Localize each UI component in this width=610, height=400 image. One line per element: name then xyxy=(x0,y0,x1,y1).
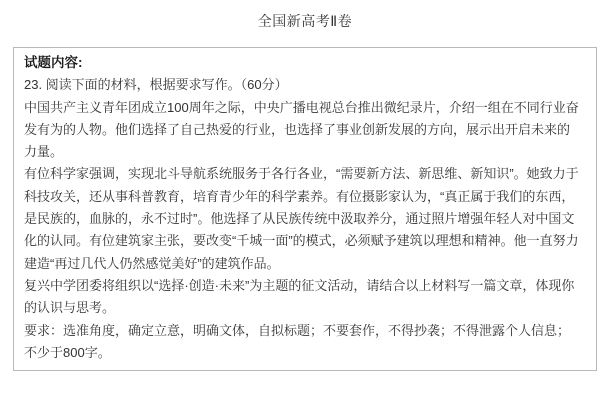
question-paragraph-task: 复兴中学团委将组织以“选择·创造·未来”为主题的征文活动，请结合以上材料写一篇文章，体现你的认识与思考。 xyxy=(24,277,575,316)
question-box-label: 试题内容: xyxy=(24,55,83,70)
page-title: 全国新高考Ⅱ卷 xyxy=(257,13,353,29)
question-paragraph-examples: 有位科学家强调，实现北斗导航系统服务于各行各业，“需要新方法、新思维、新知识”。她致力于科技攻关，还从事科普教育，培育青少年的科学素养。有位摄影家认为，“真正属于我们的东西，是民族的，血脉的，永不过时”。他选择了从民族传统中汲取养分，通过照片增强年轻人对中国文化的认同。有位建筑家主张，要改变“千城一面”的模式，必须赋予建筑以理想和精神。他一直努力建造“再过几代人仍然感觉美好”的建筑作品。 xyxy=(24,166,579,271)
question-box xyxy=(13,47,597,371)
question-paragraph-requirements: 要求：选准角度，确定立意，明确文体，自拟标题；不要套作，不得抄袭；不得泄露个人信息；不少于800字。 xyxy=(24,322,571,360)
question-number-line: 23. 阅读下面的材料，根据要求写作。（60分） xyxy=(24,77,288,93)
question-paragraph-material: 中国共产主义青年团成立100周年之际，中央广播电视总台推出微纪录片，介绍一组在不同行业奋发有为的人物。他们选择了自己热爱的行业，也选择了事业创新发展的方向，展示出开启未来的力量。 xyxy=(24,99,579,160)
